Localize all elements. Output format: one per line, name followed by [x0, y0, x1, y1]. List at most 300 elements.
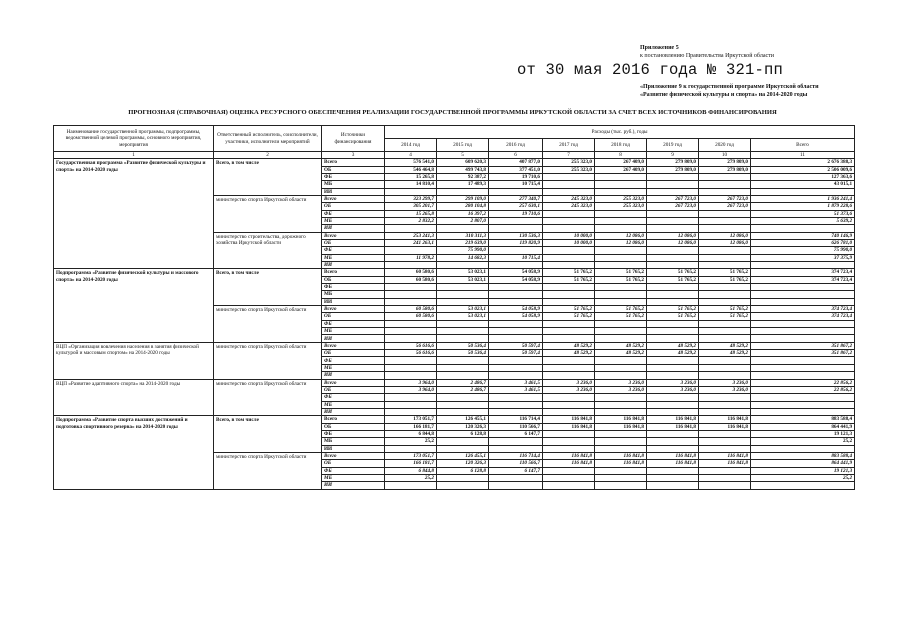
value-cell [595, 357, 647, 364]
col-index: 11 [751, 152, 855, 159]
value-cell [647, 467, 699, 474]
total-cell: 51 373,6 [751, 210, 855, 217]
value-cell [699, 408, 751, 415]
col-index: 5 [437, 152, 489, 159]
value-cell: 3 236,0 [543, 379, 595, 386]
value-cell: 17 489,3 [437, 181, 489, 188]
value-cell: 407 877,0 [489, 159, 543, 166]
value-cell: 166 181,7 [385, 423, 437, 430]
value-cell [489, 188, 543, 195]
responsible-cell: Всего, в том числе [214, 159, 322, 196]
table-row [54, 269, 855, 276]
value-cell [489, 320, 543, 327]
total-cell [751, 262, 855, 269]
source-cell: ФБ [322, 210, 385, 217]
value-cell: 279 809,0 [647, 159, 699, 166]
source-cell: ИИ [322, 225, 385, 232]
value-cell: 51 765,2 [699, 269, 751, 276]
value-cell: 2 486,7 [437, 386, 489, 393]
value-cell [385, 291, 437, 298]
value-cell: 60 580,6 [385, 306, 437, 313]
total-cell: 22 856,2 [751, 379, 855, 386]
value-cell: 51 765,2 [595, 276, 647, 283]
value-cell [543, 401, 595, 408]
total-cell: 740 146,9 [751, 232, 855, 239]
total-cell: 374 723,4 [751, 269, 855, 276]
value-cell: 279 809,0 [647, 166, 699, 173]
total-cell: 127 363,6 [751, 173, 855, 180]
value-cell: 576 541,0 [385, 159, 437, 166]
responsible-cell: министерство спорта Иркутской области [214, 306, 322, 343]
value-cell: 2 832,2 [385, 217, 437, 224]
value-cell: 116 841,8 [543, 452, 595, 459]
value-cell: 10 000,0 [543, 232, 595, 239]
total-cell: 75 990,0 [751, 247, 855, 254]
value-cell: 116 841,8 [595, 423, 647, 430]
total-cell [751, 335, 855, 342]
col-index: 4 [385, 152, 437, 159]
source-cell: МБ [322, 254, 385, 261]
total-cell: 5 639,2 [751, 217, 855, 224]
value-cell [543, 225, 595, 232]
value-cell [437, 401, 489, 408]
value-cell [543, 445, 595, 452]
value-cell [489, 357, 543, 364]
value-cell: 116 841,8 [699, 452, 751, 459]
value-cell [647, 438, 699, 445]
value-cell [543, 173, 595, 180]
value-cell [385, 401, 437, 408]
total-cell: 19 121,3 [751, 430, 855, 437]
value-cell [595, 247, 647, 254]
source-cell: Всего [322, 306, 385, 313]
value-cell [595, 372, 647, 379]
program-name-cell: Государственная программа «Развитие физической культуры и спорта» на 2014-2020 годы [54, 159, 214, 269]
col-year: 2018 год [595, 139, 647, 152]
col-index: 3 [322, 152, 385, 159]
value-cell [699, 430, 751, 437]
value-cell [595, 364, 647, 371]
value-cell: 280 104,8 [437, 203, 489, 210]
value-cell [647, 364, 699, 371]
program-appendix-note [640, 84, 819, 99]
total-cell [751, 188, 855, 195]
value-cell: 116 841,8 [543, 416, 595, 423]
table-header-row [54, 126, 855, 139]
col-year: 2020 год [699, 139, 751, 152]
value-cell: 51 765,2 [699, 306, 751, 313]
total-cell: 25,2 [751, 474, 855, 481]
value-cell: 116 841,8 [647, 416, 699, 423]
value-cell [595, 188, 647, 195]
source-cell: МБ [322, 474, 385, 481]
table-body [54, 159, 855, 489]
value-cell [437, 364, 489, 371]
value-cell: 12 086,0 [647, 239, 699, 246]
value-cell [385, 298, 437, 305]
source-cell: Всего [322, 452, 385, 459]
value-cell: 255 323,0 [543, 166, 595, 173]
source-cell: МБ [322, 291, 385, 298]
value-cell [699, 357, 751, 364]
total-cell: 2 506 009,6 [751, 166, 855, 173]
value-cell [489, 262, 543, 269]
total-cell [751, 320, 855, 327]
value-cell [489, 401, 543, 408]
value-cell [489, 394, 543, 401]
source-cell: ИИ [322, 335, 385, 342]
value-cell [543, 298, 595, 305]
value-cell: 56 616,6 [385, 342, 437, 349]
value-cell: 255 323,0 [595, 195, 647, 202]
value-cell [647, 254, 699, 261]
value-cell [489, 291, 543, 298]
value-cell: 120 326,3 [437, 423, 489, 430]
value-cell [647, 328, 699, 335]
value-cell [385, 364, 437, 371]
value-cell [647, 262, 699, 269]
value-cell: 219 639,0 [437, 239, 489, 246]
value-cell [595, 284, 647, 291]
value-cell [647, 188, 699, 195]
value-cell [595, 467, 647, 474]
value-cell: 609 620,3 [437, 159, 489, 166]
program-name-cell: ВЦП «Развитие адаптивного спорта» на 2014-2020 годы [54, 379, 214, 416]
value-cell: 53 023,1 [437, 313, 489, 320]
source-cell: ФБ [322, 284, 385, 291]
value-cell [699, 445, 751, 452]
total-cell: 37 375,9 [751, 254, 855, 261]
source-cell: ОБ [322, 386, 385, 393]
value-cell [543, 467, 595, 474]
value-cell: 51 765,2 [699, 276, 751, 283]
total-cell [751, 298, 855, 305]
value-cell [385, 328, 437, 335]
total-cell: 626 781,0 [751, 239, 855, 246]
value-cell: 499 743,8 [437, 166, 489, 173]
value-cell [699, 217, 751, 224]
value-cell [647, 474, 699, 481]
value-cell: 19 710,6 [489, 173, 543, 180]
value-cell: 51 765,2 [647, 306, 699, 313]
source-cell: ФБ [322, 394, 385, 401]
source-cell: ИИ [322, 262, 385, 269]
value-cell [647, 210, 699, 217]
value-cell: 60 580,6 [385, 313, 437, 320]
value-cell: 51 765,2 [543, 313, 595, 320]
value-cell [647, 445, 699, 452]
total-cell [751, 364, 855, 371]
source-cell: ФБ [322, 357, 385, 364]
value-cell: 92 387,2 [437, 173, 489, 180]
value-cell: 53 023,1 [437, 306, 489, 313]
responsible-cell: министерство спорта Иркутской области [214, 342, 322, 379]
value-cell: 50 597,4 [489, 350, 543, 357]
value-cell: 116 714,4 [489, 416, 543, 423]
value-cell [437, 482, 489, 489]
value-cell [595, 401, 647, 408]
source-cell: МБ [322, 364, 385, 371]
value-cell [647, 401, 699, 408]
value-cell [385, 262, 437, 269]
value-cell [437, 357, 489, 364]
value-cell [595, 225, 647, 232]
value-cell: 116 841,8 [699, 416, 751, 423]
value-cell [699, 173, 751, 180]
value-cell: 255 323,0 [595, 203, 647, 210]
value-cell: 126 455,1 [437, 416, 489, 423]
value-cell [595, 173, 647, 180]
total-cell: 25,2 [751, 438, 855, 445]
value-cell: 116 841,8 [595, 460, 647, 467]
value-cell: 116 841,8 [543, 423, 595, 430]
col-index: 1 [54, 152, 214, 159]
value-cell [385, 357, 437, 364]
source-cell: Всего [322, 232, 385, 239]
value-cell [437, 372, 489, 379]
value-cell [543, 320, 595, 327]
value-cell [699, 188, 751, 195]
source-cell: ИИ [322, 445, 385, 452]
value-cell [699, 298, 751, 305]
total-cell [751, 394, 855, 401]
value-cell [437, 320, 489, 327]
col-year: 2017 год [543, 139, 595, 152]
value-cell: 19 710,6 [489, 210, 543, 217]
value-cell [595, 210, 647, 217]
value-cell: 50 536,4 [437, 350, 489, 357]
value-cell: 51 765,2 [595, 306, 647, 313]
value-cell [543, 438, 595, 445]
value-cell [699, 364, 751, 371]
value-cell: 116 841,8 [647, 452, 699, 459]
total-cell: 351 867,2 [751, 342, 855, 349]
value-cell [385, 372, 437, 379]
source-cell: ИИ [322, 372, 385, 379]
value-cell: 120 326,3 [437, 460, 489, 467]
source-cell: ОБ [322, 276, 385, 283]
value-cell [385, 284, 437, 291]
source-cell: ФБ [322, 247, 385, 254]
value-cell [595, 217, 647, 224]
value-cell: 48 529,2 [699, 350, 751, 357]
value-cell [489, 335, 543, 342]
value-cell [699, 401, 751, 408]
value-cell: 3 964,0 [385, 386, 437, 393]
value-cell: 10 000,0 [543, 239, 595, 246]
value-cell [489, 284, 543, 291]
value-cell [385, 247, 437, 254]
value-cell [385, 408, 437, 415]
value-cell: 245 323,0 [543, 203, 595, 210]
value-cell [437, 284, 489, 291]
source-cell: ИИ [322, 482, 385, 489]
total-cell: 374 723,4 [751, 313, 855, 320]
value-cell: 267 409,0 [595, 159, 647, 166]
value-cell [543, 247, 595, 254]
total-cell [751, 445, 855, 452]
value-cell [543, 357, 595, 364]
value-cell [699, 335, 751, 342]
value-cell [595, 298, 647, 305]
value-cell: 54 058,9 [489, 276, 543, 283]
value-cell [385, 188, 437, 195]
value-cell: 53 023,1 [437, 269, 489, 276]
value-cell: 50 536,4 [437, 342, 489, 349]
value-cell: 245 323,0 [543, 195, 595, 202]
value-cell [437, 188, 489, 195]
col-year: 2015 год [437, 139, 489, 152]
value-cell: 6 147,7 [489, 467, 543, 474]
source-cell: ИИ [322, 188, 385, 195]
program-label: «Развитие физической культуры и спорта» на 2014-2020 годы [640, 91, 808, 98]
value-cell [647, 247, 699, 254]
value-cell [489, 298, 543, 305]
value-cell [647, 298, 699, 305]
value-cell: 267 409,0 [595, 166, 647, 173]
value-cell: 51 765,2 [543, 276, 595, 283]
source-cell: МБ [322, 328, 385, 335]
value-cell: 130 536,3 [489, 232, 543, 239]
value-cell [595, 291, 647, 298]
program-name-cell: Подпрограмма «Развитие физической культуры и массового спорта» на 2014-2020 годы [54, 269, 214, 342]
value-cell: 277 340,7 [489, 195, 543, 202]
value-cell [543, 210, 595, 217]
value-cell: 48 529,2 [699, 342, 751, 349]
value-cell [385, 225, 437, 232]
value-cell [595, 394, 647, 401]
decree-label: к постановлению Правительства Иркутской области [640, 52, 774, 59]
value-cell [699, 181, 751, 188]
value-cell: 75 990,0 [437, 247, 489, 254]
value-cell: 3 964,0 [385, 379, 437, 386]
source-cell: Всего [322, 416, 385, 423]
source-cell: ФБ [322, 173, 385, 180]
value-cell: 267 723,0 [647, 203, 699, 210]
value-cell: 50 597,4 [489, 342, 543, 349]
total-cell: 1 879 228,6 [751, 203, 855, 210]
value-cell: 126 455,1 [437, 452, 489, 459]
source-cell: ОБ [322, 423, 385, 430]
value-cell [647, 284, 699, 291]
total-cell [751, 372, 855, 379]
value-cell [699, 482, 751, 489]
column-index-row [54, 152, 855, 159]
value-cell [595, 482, 647, 489]
col-header-expenses: Расходы (тыс. руб.), годы [385, 126, 855, 139]
source-cell: Всего [322, 342, 385, 349]
value-cell [699, 467, 751, 474]
col-index: 8 [595, 152, 647, 159]
col-header-name: Наименование государственной программы, подпрограммы, ведомственной целевой программы, основного мероприятия, мероприятия [54, 126, 214, 152]
value-cell [437, 298, 489, 305]
value-cell [647, 320, 699, 327]
value-cell [489, 372, 543, 379]
responsible-cell: министерство спорта Иркутской области [214, 379, 322, 416]
source-cell: ОБ [322, 460, 385, 467]
value-cell [543, 408, 595, 415]
col-header-resp: Ответственный исполнитель, соисполнители, участники, исполнители мероприятий [214, 126, 322, 152]
value-cell: 11 978,2 [385, 254, 437, 261]
value-cell: 6 844,8 [385, 467, 437, 474]
value-cell [543, 394, 595, 401]
value-cell [543, 181, 595, 188]
value-cell: 3 236,0 [699, 379, 751, 386]
value-cell: 48 529,2 [647, 342, 699, 349]
value-cell: 48 529,2 [543, 350, 595, 357]
value-cell: 54 058,9 [489, 306, 543, 313]
source-cell: МБ [322, 181, 385, 188]
value-cell [647, 217, 699, 224]
source-cell: Всего [322, 379, 385, 386]
appendix9-label: «Приложение 9 к государственной программе Иркутской области [640, 84, 819, 90]
col-year-total: Всего [751, 139, 855, 152]
total-cell [751, 284, 855, 291]
value-cell [699, 328, 751, 335]
value-cell: 110 566,7 [489, 423, 543, 430]
value-cell: 3 236,0 [595, 386, 647, 393]
value-cell [385, 335, 437, 342]
total-cell [751, 408, 855, 415]
value-cell [543, 474, 595, 481]
value-cell: 3 236,0 [647, 386, 699, 393]
value-cell: 3 236,0 [595, 379, 647, 386]
table-row [54, 379, 855, 386]
value-cell [385, 394, 437, 401]
value-cell: 51 765,2 [543, 306, 595, 313]
value-cell: 60 580,6 [385, 276, 437, 283]
value-cell: 54 058,9 [489, 269, 543, 276]
source-cell: МБ [322, 438, 385, 445]
value-cell: 10 715,4 [489, 254, 543, 261]
value-cell [385, 445, 437, 452]
value-cell [437, 262, 489, 269]
value-cell [489, 482, 543, 489]
value-cell: 14 682,3 [437, 254, 489, 261]
value-cell: 48 529,2 [647, 350, 699, 357]
col-index: 9 [647, 152, 699, 159]
value-cell [595, 430, 647, 437]
value-cell [647, 372, 699, 379]
value-cell [543, 335, 595, 342]
value-cell: 116 841,8 [647, 423, 699, 430]
value-cell [595, 335, 647, 342]
value-cell: 25,2 [385, 438, 437, 445]
value-cell: 51 765,2 [647, 276, 699, 283]
value-cell [489, 217, 543, 224]
table-row [54, 416, 855, 423]
value-cell: 51 765,2 [595, 269, 647, 276]
value-cell [699, 372, 751, 379]
total-cell: 2 676 388,3 [751, 159, 855, 166]
value-cell: 6 128,8 [437, 467, 489, 474]
value-cell: 2 486,7 [437, 379, 489, 386]
value-cell: 12 086,0 [595, 232, 647, 239]
source-cell: ОБ [322, 350, 385, 357]
value-cell [543, 430, 595, 437]
value-cell [437, 225, 489, 232]
value-cell [699, 254, 751, 261]
value-cell [543, 482, 595, 489]
value-cell [489, 364, 543, 371]
total-cell [751, 328, 855, 335]
value-cell: 15 265,8 [385, 173, 437, 180]
value-cell [437, 335, 489, 342]
value-cell: 3 461,5 [489, 386, 543, 393]
value-cell [595, 438, 647, 445]
value-cell: 6 128,8 [437, 430, 489, 437]
value-cell [437, 445, 489, 452]
